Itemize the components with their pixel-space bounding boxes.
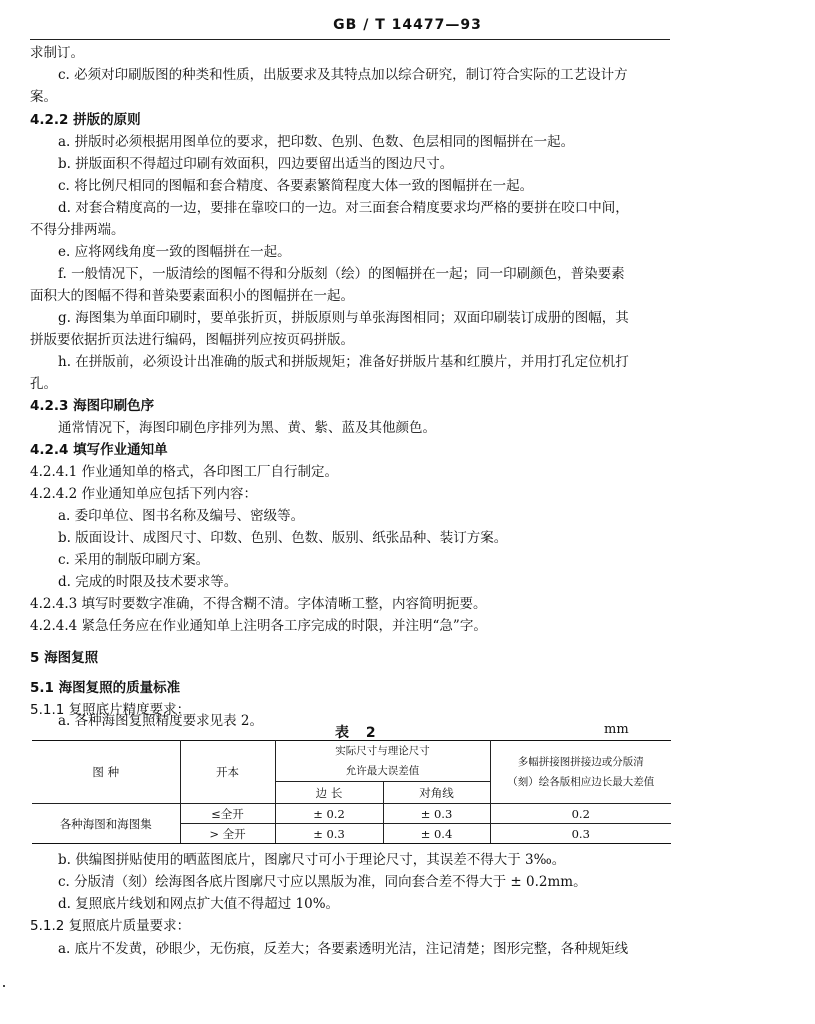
subheader-side: 边 长 [275, 782, 383, 804]
precision-table [32, 740, 671, 844]
header-type: 图 种 [32, 741, 180, 804]
list-item-a: a. 拼版时必须根据用图单位的要求，把印数、色别、色数、色层相同的图幅拼在一起。 [58, 134, 575, 150]
section-heading-4-2-3: 4.2.3 海图印刷色序 [30, 398, 155, 414]
cell-format: ≤全开 [180, 804, 275, 824]
scan-speck [3, 985, 5, 987]
list-item-b: b. 拼版面积不得超过印刷有效面积，四边要留出适当的图边尺寸。 [58, 156, 454, 172]
paragraph-line: 孔。 [30, 376, 57, 392]
header-max-diff-line1: 多幅拼接图拼接边或分版清 [517, 756, 644, 768]
header-rule [30, 39, 670, 40]
section-heading-5-1: 5.1 海图复照的质量标准 [30, 680, 181, 696]
list-item-d: d. 完成的时限及技术要求等。 [58, 574, 238, 590]
cell-side: ± 0.2 [275, 804, 383, 824]
cell-format: > 全开 [180, 824, 275, 844]
list-item-h: h. 在拼版前，必须设计出准确的版式和拼版规矩；准备好拼版片基和红膜片，并用打孔定位机打 [58, 354, 629, 370]
clause-4-2-4-2: 4.2.4.2 作业通知单应包括下列内容： [30, 486, 258, 502]
list-item-c: c. 采用的制版印刷方案。 [58, 552, 210, 568]
header-format: 开本 [180, 741, 275, 804]
header-max-diff-line2: （刻）绘各版相应边长最大差值 [507, 776, 655, 788]
paragraph-line: 拼版要依据折页法进行编码，图幅拼列应按页码拼版。 [30, 332, 354, 348]
section-heading-4-2-4: 4.2.4 填写作业通知单 [30, 442, 168, 458]
list-item-b: b. 供编图拼贴使用的晒蓝图底片，图廓尺寸可小于理论尺寸，其误差不得大于 3‰。 [58, 852, 566, 868]
cell-side: ± 0.3 [275, 824, 383, 844]
paragraph-line: 案。 [30, 89, 57, 105]
cell-diagonal: ± 0.3 [383, 804, 490, 824]
list-item-b: b. 版面设计、成图尺寸、印数、色别、色数、版别、纸张品种、装订方案。 [58, 530, 508, 546]
cell-max-diff: 0.3 [490, 824, 671, 844]
table-caption: 表 2 [335, 725, 382, 741]
list-item-d: d. 复照底片线划和网点扩大值不得超过 10%。 [58, 896, 340, 912]
list-item-a: a. 各种海图复照精度要求见表 2。 [58, 713, 264, 729]
cell-diagonal: ± 0.4 [383, 824, 490, 844]
list-item-a: a. 底片不发黄，砂眼少，无伤痕，反差大；各要素透明光洁，注记清楚；图形完整，各种规矩线 [58, 941, 629, 957]
table-unit: mm [604, 722, 629, 737]
section-heading-4-2-2: 4.2.2 拼版的原则 [30, 112, 141, 128]
list-item-a: a. 委印单位、图书名称及编号、密级等。 [58, 508, 305, 524]
clause-4-2-4-4: 4.2.4.4 紧急任务应在作业通知单上注明各工序完成的时限，并注明“急”字。 [30, 618, 487, 634]
chapter-heading-5: 5 海图复照 [30, 650, 99, 666]
list-item-c: c. 必须对印刷版图的种类和性质，出版要求及其特点加以综合研究，制订符合实际的工艺设计方 [58, 67, 628, 83]
header-max-diff [490, 741, 671, 804]
clause-5-1-1: 5.1.1 复照底片精度要求： [30, 702, 191, 718]
header-allowed-error-line1: 实际尺寸与理论尺寸 [335, 745, 430, 757]
clause-5-1-2: 5.1.2 复照底片质量要求： [30, 918, 191, 934]
row-label: 各种海图和海图集 [32, 804, 180, 844]
clause-4-2-4-1: 4.2.4.1 作业通知单的格式，各印图工厂自行制定。 [30, 464, 339, 480]
list-item-f: f. 一般情况下，一版清绘的图幅不得和分版刻（绘）的图幅拼在一起；同一印刷颜色，普染要素 [58, 266, 625, 282]
clause-4-2-4-3: 4.2.4.3 填写时要数字准确，不得含糊不清。字体清晰工整，内容简明扼要。 [30, 596, 487, 612]
subheader-diagonal: 对角线 [383, 782, 490, 804]
list-item-c: c. 分版清（刻）绘海图各底片图廓尺寸应以黑版为准，同向套合差不得大于 ± 0.2mm。 [58, 874, 587, 890]
list-item-d: d. 对套合精度高的一边，要排在靠咬口的一边。对三面套合精度要求均严格的要拼在咬口中间， [58, 200, 629, 216]
list-item-e: e. 应将网线角度一致的图幅拼在一起。 [58, 244, 291, 260]
paragraph-line: 求制订。 [30, 45, 84, 61]
page-header: GB / T 14477—93 [333, 17, 482, 33]
header-allowed-error-line2: 允许最大误差值 [345, 765, 420, 777]
list-item-c: c. 将比例尺相同的图幅和套合精度、各要素繁简程度大体一致的图幅拼在一起。 [58, 178, 534, 194]
cell-max-diff: 0.2 [490, 804, 671, 824]
paragraph-line: 不得分排两端。 [30, 222, 125, 238]
header-allowed-error [275, 741, 490, 782]
list-item-g: g. 海图集为单面印刷时，要单张折页，拼版原则与单张海图相同；双面印刷装订成册的图幅，其 [58, 310, 629, 326]
paragraph-line: 通常情况下，海图印刷色序排列为黑、黄、紫、蓝及其他颜色。 [58, 420, 436, 436]
paragraph-line: 面积大的图幅不得和普染要素面积小的图幅拼在一起。 [30, 288, 354, 304]
